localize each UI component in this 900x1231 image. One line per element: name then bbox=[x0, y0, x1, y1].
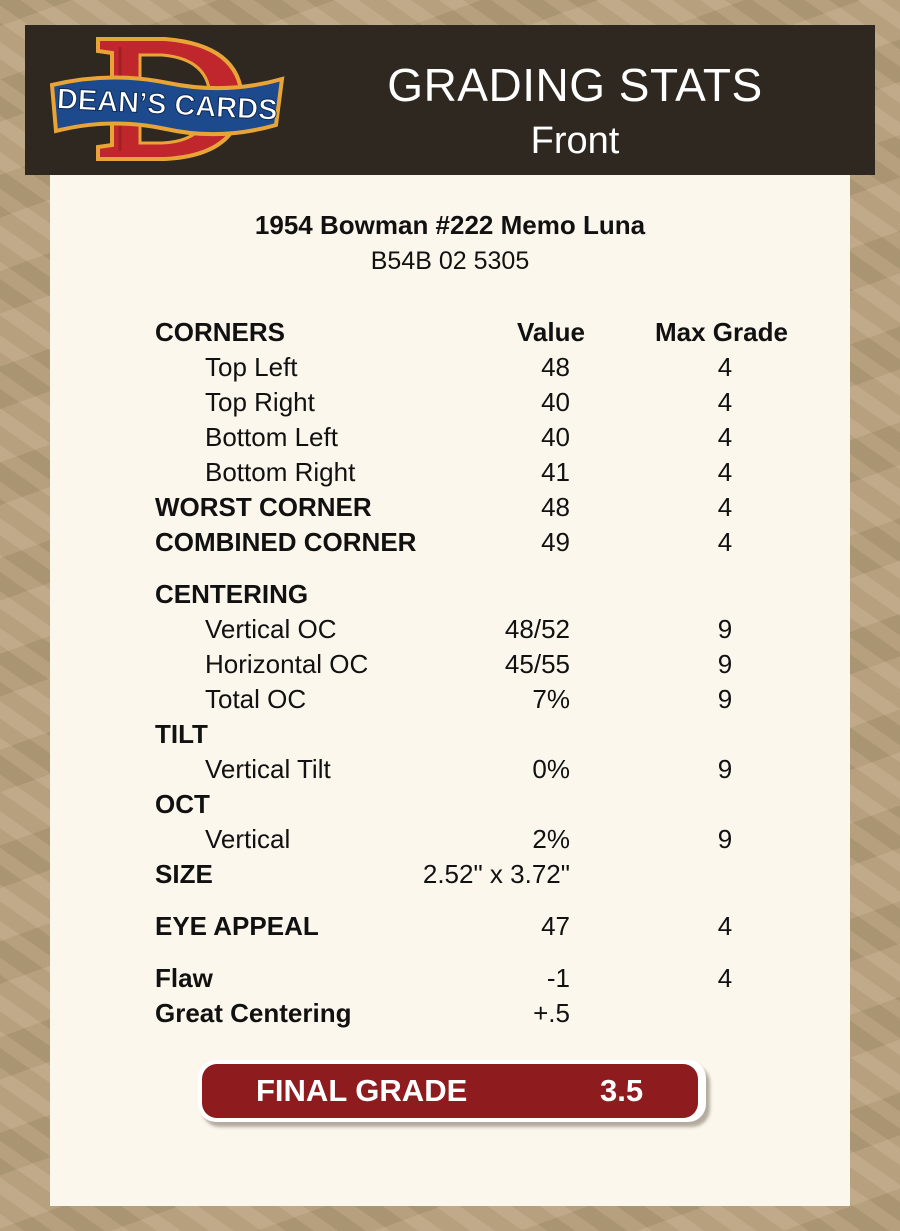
table-row bbox=[50, 352, 850, 386]
row-label: Bottom Left bbox=[205, 422, 338, 452]
row-value: 48/52 bbox=[504, 614, 570, 644]
row-label: COMBINED CORNER bbox=[155, 527, 417, 557]
table-row bbox=[50, 649, 850, 683]
table-row bbox=[50, 387, 850, 421]
row-max-grade: 9 bbox=[717, 684, 733, 714]
column-header-max-grade: Max Grade bbox=[655, 317, 788, 347]
row-label: Top Left bbox=[205, 352, 298, 382]
row-max-grade: 4 bbox=[717, 527, 733, 557]
row-label: CENTERING bbox=[155, 579, 309, 609]
row-max-grade: 9 bbox=[717, 649, 733, 679]
column-header-value: Value bbox=[517, 317, 585, 347]
row-value: 45/55 bbox=[504, 649, 570, 679]
table-row bbox=[50, 998, 850, 1032]
row-label: OCT bbox=[155, 789, 210, 819]
row-max-grade: 4 bbox=[717, 422, 733, 452]
row-max-grade: 4 bbox=[717, 911, 733, 941]
row-value: 2.52" x 3.72" bbox=[422, 859, 570, 889]
final-grade-bar bbox=[202, 1064, 698, 1118]
row-label: WORST CORNER bbox=[155, 492, 372, 522]
header-bar bbox=[25, 25, 875, 175]
row-label: Great Centering bbox=[155, 998, 352, 1028]
table-row bbox=[50, 963, 850, 997]
row-value: 40 bbox=[541, 387, 570, 417]
table-row bbox=[50, 492, 850, 526]
stats-panel bbox=[50, 175, 850, 1206]
final-grade-box bbox=[198, 1060, 706, 1122]
row-value: -1 bbox=[546, 963, 570, 993]
table-row bbox=[50, 614, 850, 648]
row-label: Vertical OC bbox=[205, 614, 337, 644]
row-max-grade: 4 bbox=[717, 963, 733, 993]
row-value: 48 bbox=[541, 492, 570, 522]
cert-number: B54B 02 5305 bbox=[370, 247, 530, 275]
card-name: 1954 Bowman #222 Memo Luna bbox=[254, 210, 646, 240]
row-max-grade: 4 bbox=[717, 492, 733, 522]
row-max-grade: 9 bbox=[717, 754, 733, 784]
row-max-grade: 4 bbox=[717, 352, 733, 382]
row-label: CORNERS bbox=[155, 317, 286, 347]
row-value: 2% bbox=[532, 824, 570, 854]
row-max-grade: 4 bbox=[717, 457, 733, 487]
row-label: Bottom Right bbox=[205, 457, 356, 487]
row-label: Horizontal OC bbox=[205, 649, 369, 679]
row-value: +.5 bbox=[533, 998, 570, 1028]
deans-cards-logo bbox=[50, 37, 285, 162]
table-row bbox=[50, 527, 850, 561]
row-label: TILT bbox=[155, 719, 208, 749]
row-label: Flaw bbox=[155, 963, 213, 993]
table-row bbox=[50, 824, 850, 858]
table-row bbox=[50, 579, 850, 613]
table-row bbox=[50, 789, 850, 823]
logo-text: DEAN’S CARDS bbox=[56, 83, 279, 127]
row-value: 7% bbox=[532, 684, 570, 714]
table-row bbox=[50, 911, 850, 945]
final-grade-label: FINAL GRADE bbox=[256, 1073, 468, 1108]
row-label: Vertical bbox=[205, 824, 291, 854]
row-max-grade: 9 bbox=[717, 614, 733, 644]
row-label: Vertical Tilt bbox=[205, 754, 331, 784]
page-subtitle: Front bbox=[530, 120, 620, 162]
row-value: 40 bbox=[541, 422, 570, 452]
row-label: EYE APPEAL bbox=[155, 911, 319, 941]
table-row bbox=[50, 859, 850, 893]
row-value: 41 bbox=[541, 457, 570, 487]
table-row bbox=[50, 317, 850, 351]
final-grade-value: 3.5 bbox=[600, 1073, 644, 1108]
row-value: 47 bbox=[541, 911, 570, 941]
row-value: 0% bbox=[532, 754, 570, 784]
row-label: Top Right bbox=[205, 387, 315, 417]
row-label: Total OC bbox=[205, 684, 307, 714]
row-value: 49 bbox=[541, 527, 570, 557]
page-title: GRADING STATS bbox=[387, 59, 763, 111]
row-label: SIZE bbox=[155, 859, 213, 889]
row-max-grade: 9 bbox=[717, 824, 733, 854]
table-row bbox=[50, 422, 850, 456]
table-row bbox=[50, 457, 850, 491]
row-value: 48 bbox=[541, 352, 570, 382]
table-row bbox=[50, 684, 850, 718]
table-row bbox=[50, 719, 850, 753]
row-max-grade: 4 bbox=[717, 387, 733, 417]
table-row bbox=[50, 754, 850, 788]
